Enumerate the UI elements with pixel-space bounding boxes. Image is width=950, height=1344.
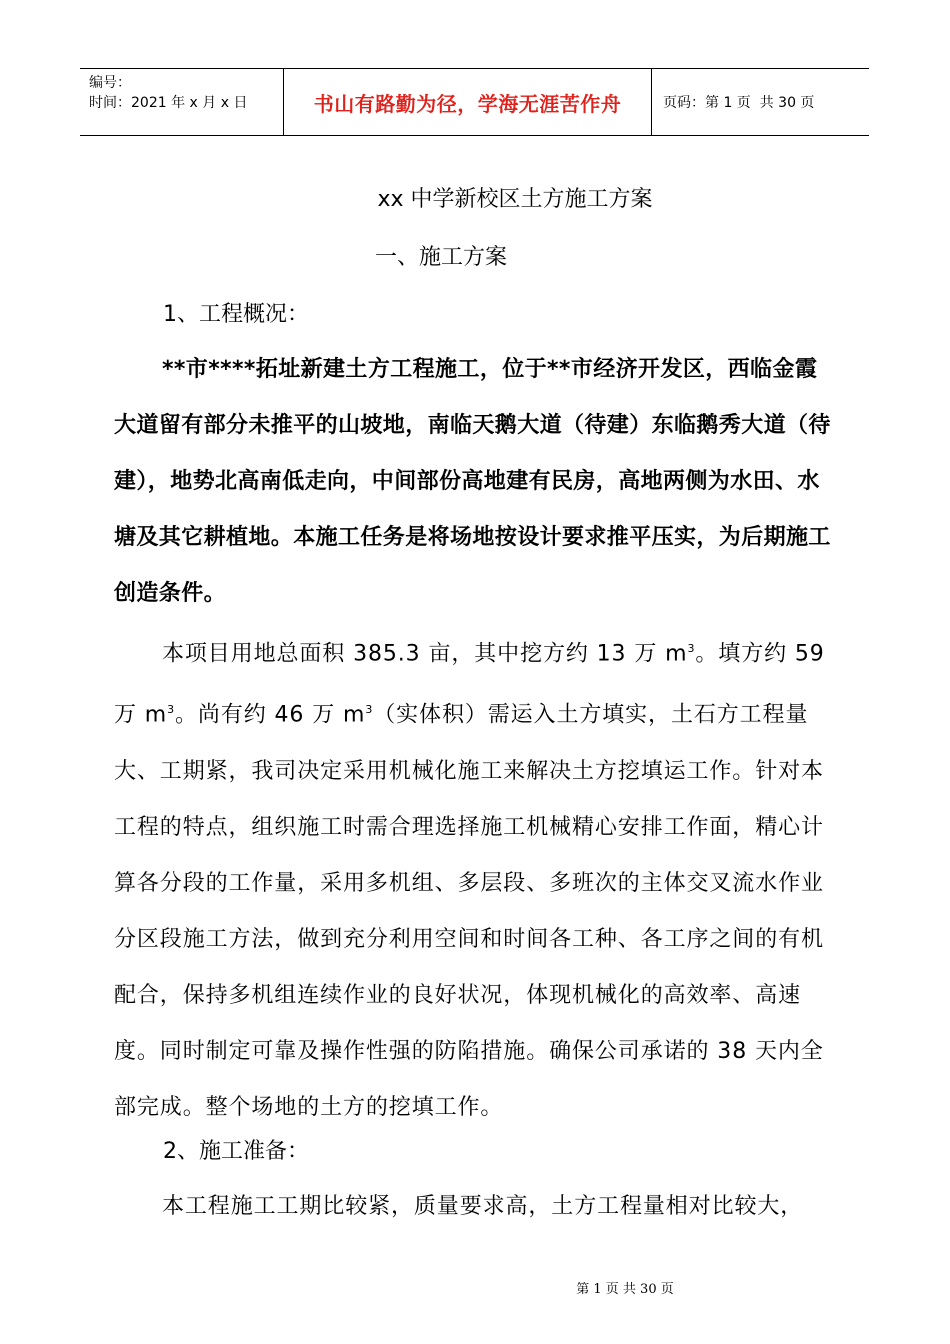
header-table <box>80 68 869 136</box>
paragraph-preparation: 本工程施工工期比较紧，质量要求高，土方工程量相对比较大， <box>162 1194 804 1219</box>
subsection-heading: 2、施工准备： <box>163 1139 309 1164</box>
header-divider <box>651 69 652 135</box>
header-motto: 书山有路勤为径，学海无涯苦作舟 <box>313 91 622 116</box>
header-page-info: 页码：第 1 页 共 30 页 <box>663 95 815 111</box>
document-title: xx 中学新校区土方施工方案 <box>377 187 653 212</box>
document-number-label: 编号： <box>89 75 131 91</box>
header-meta <box>89 73 279 113</box>
page-footer: 第 1 页 共 30 页 <box>576 1282 674 1297</box>
section-heading: 一、施工方案 <box>375 245 508 270</box>
paragraph-overview: **市****拓址新建土方工程施工，位于**市经济开发区，西临金霞大道留有部分未推平的山坡地，南临天鹅大道（待建）东临鹅秀大道（待建），地势北高南低走向，中间部份高地建有民房，高地两侧为水田、水塘及其它耕植地。本施工任务是将场地按设计要求推平压实，为后期施工创造条件。 <box>114 357 831 606</box>
document-time-label: 时间：2021 年 x 月 x 日 <box>89 95 248 111</box>
paragraph-scope: 本项目用地总面积 385.3 亩，其中挖方约 13 万 $m^3$。填方约 59 万 $m^3$。尚有约 46 万 $m^3$（实体积）需运入土方填实，土石方工程量大、工期紧，我司决定采用机械化施工来解决土方挖填运工作。针对本工程的特点，组织施工时需合理选择施工机械精心安排工作面，精心计算各分段的工作量，采用多机组、多层段、多班次的主体交叉流水作业分区段施工方法，做到充分利用空间和时间各工种、各工序之间的有机配合，保持多机组连续作业的良好状况，体现机械化的高效率、高速度。同时制定可靠及操作性强的防陷措施。确保公司承诺的 38 天内全部完成。整个场地的土方的挖填工作。 <box>114 641 825 1120</box>
subsection-heading: 1、工程概况： <box>163 302 309 327</box>
